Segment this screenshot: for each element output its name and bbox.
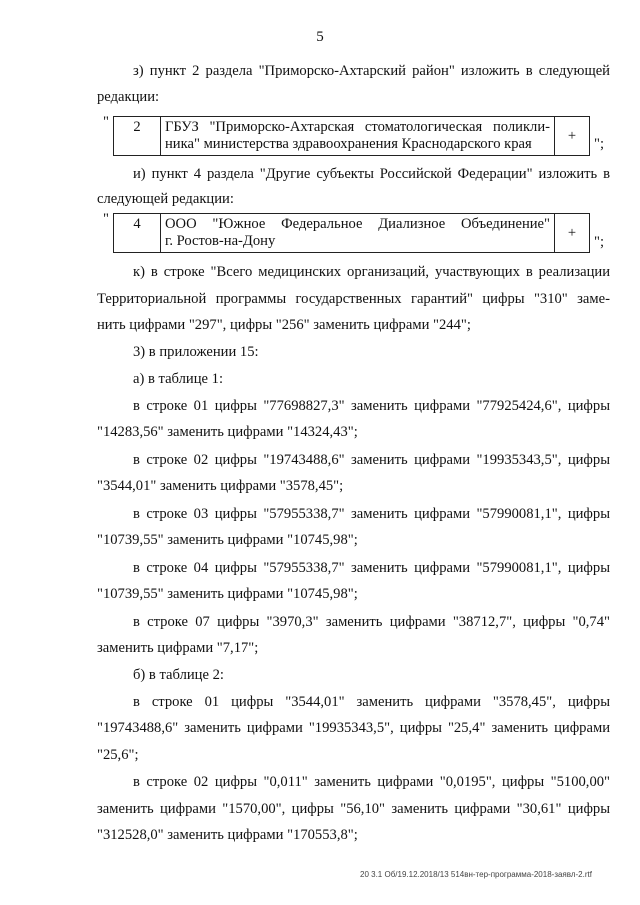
table2-row01-line3: "25,6";	[97, 747, 139, 763]
paragraph-i-line2: следующей редакции:	[97, 191, 234, 207]
table1-mark-cell: +	[555, 117, 590, 156]
table1-num-cell: 2	[114, 117, 161, 156]
table1-row01-line2: "14283,56" заменить цифрами "14324,43";	[97, 424, 358, 440]
table2-row01-line1: в строке 01 цифры "3544,01" заменить цифрами "3578,45", цифры	[133, 694, 610, 710]
table1-name-line1: ГБУЗ "Приморско-Ахтарская стоматологическая поликли-	[165, 119, 550, 135]
table1-row02-line1: в строке 02 цифры "19743488,6" заменить цифрами "19935343,5", цифры	[133, 452, 610, 468]
table2-row02-line2: заменить цифрами "1570,00", цифры "56,10" заменить цифрами "30,61" цифры	[97, 801, 610, 817]
table2-name-line2: г. Ростов-на-Дону	[165, 233, 276, 249]
table2-row	[114, 214, 590, 253]
table1-open-quote: "	[103, 114, 109, 130]
table1-name-line2: ника" министерства здравоохранения Краснодарского края	[165, 136, 532, 152]
table2-mark-cell: +	[555, 214, 590, 253]
table1-row02-line2: "3544,01" заменить цифрами "3578,45";	[97, 478, 344, 494]
table2-name-line1: ООО "Южное Федеральное Диализное Объединение"	[165, 216, 550, 232]
paragraph-z-line2: редакции:	[97, 89, 160, 105]
table2-open-quote: "	[103, 211, 109, 227]
table2-row02-line3: "312528,0" заменить цифрами "170553,8";	[97, 827, 358, 843]
table1-row07-line1: в строке 07 цифры "3970,3" заменить цифрами "38712,7", цифры "0,74"	[133, 614, 610, 630]
table1-row03-line2: "10739,55" заменить цифрами "10745,98";	[97, 532, 358, 548]
table2-num-cell: 4	[114, 214, 161, 253]
table2	[113, 213, 590, 253]
paragraph-k-line2: Территориальной программы государственных гарантий" цифры "310" заме-	[97, 291, 610, 307]
table2-row01-line2: "19743488,6" заменить цифрами "19935343,5", цифры "25,4" заменить цифрами	[97, 720, 610, 736]
paragraph-z-line1: з) пункт 2 раздела "Приморско-Ахтарский район" изложить в следующей	[133, 63, 610, 79]
table1-name-cell	[161, 117, 555, 156]
paragraph-i-line1: и) пункт 4 раздела "Другие субъекты Российской Федерации" изложить в	[133, 166, 610, 182]
table1	[113, 116, 590, 156]
table1-row01-line1: в строке 01 цифры "77698827,3" заменить цифрами "77925424,6", цифры	[133, 398, 610, 414]
paragraph-3: 3) в приложении 15:	[133, 344, 259, 360]
footer-file-path: 20 3.1 Об/19.12.2018/13 514вн-тер-программа-2018-заявл-2.rtf	[360, 870, 592, 879]
table2-close-quote: ";	[594, 234, 605, 250]
page-number: 5	[316, 29, 324, 45]
table1-row03-line1: в строке 03 цифры "57955338,7" заменить цифрами "57990081,1", цифры	[133, 506, 610, 522]
table1-row04-line2: "10739,55" заменить цифрами "10745,98";	[97, 586, 358, 602]
paragraph-b: б) в таблице 2:	[133, 667, 224, 683]
paragraph-k-line3: нить цифрами "297", цифры "256" заменить цифрами "244";	[97, 317, 471, 333]
table2-row02-line1: в строке 02 цифры "0,011" заменить цифрами "0,0195", цифры "5100,00"	[133, 774, 610, 790]
table1-row	[114, 117, 590, 156]
table1-row04-line1: в строке 04 цифры "57955338,7" заменить цифрами "57990081,1", цифры	[133, 560, 610, 576]
table1-row07-line2: заменить цифрами "7,17";	[97, 640, 259, 656]
table2-name-cell	[161, 214, 555, 253]
paragraph-k-line1: к) в строке "Всего медицинских организаций, участвующих в реализации	[133, 264, 610, 280]
table1-close-quote: ";	[594, 136, 605, 152]
paragraph-a: а) в таблице 1:	[133, 371, 223, 387]
